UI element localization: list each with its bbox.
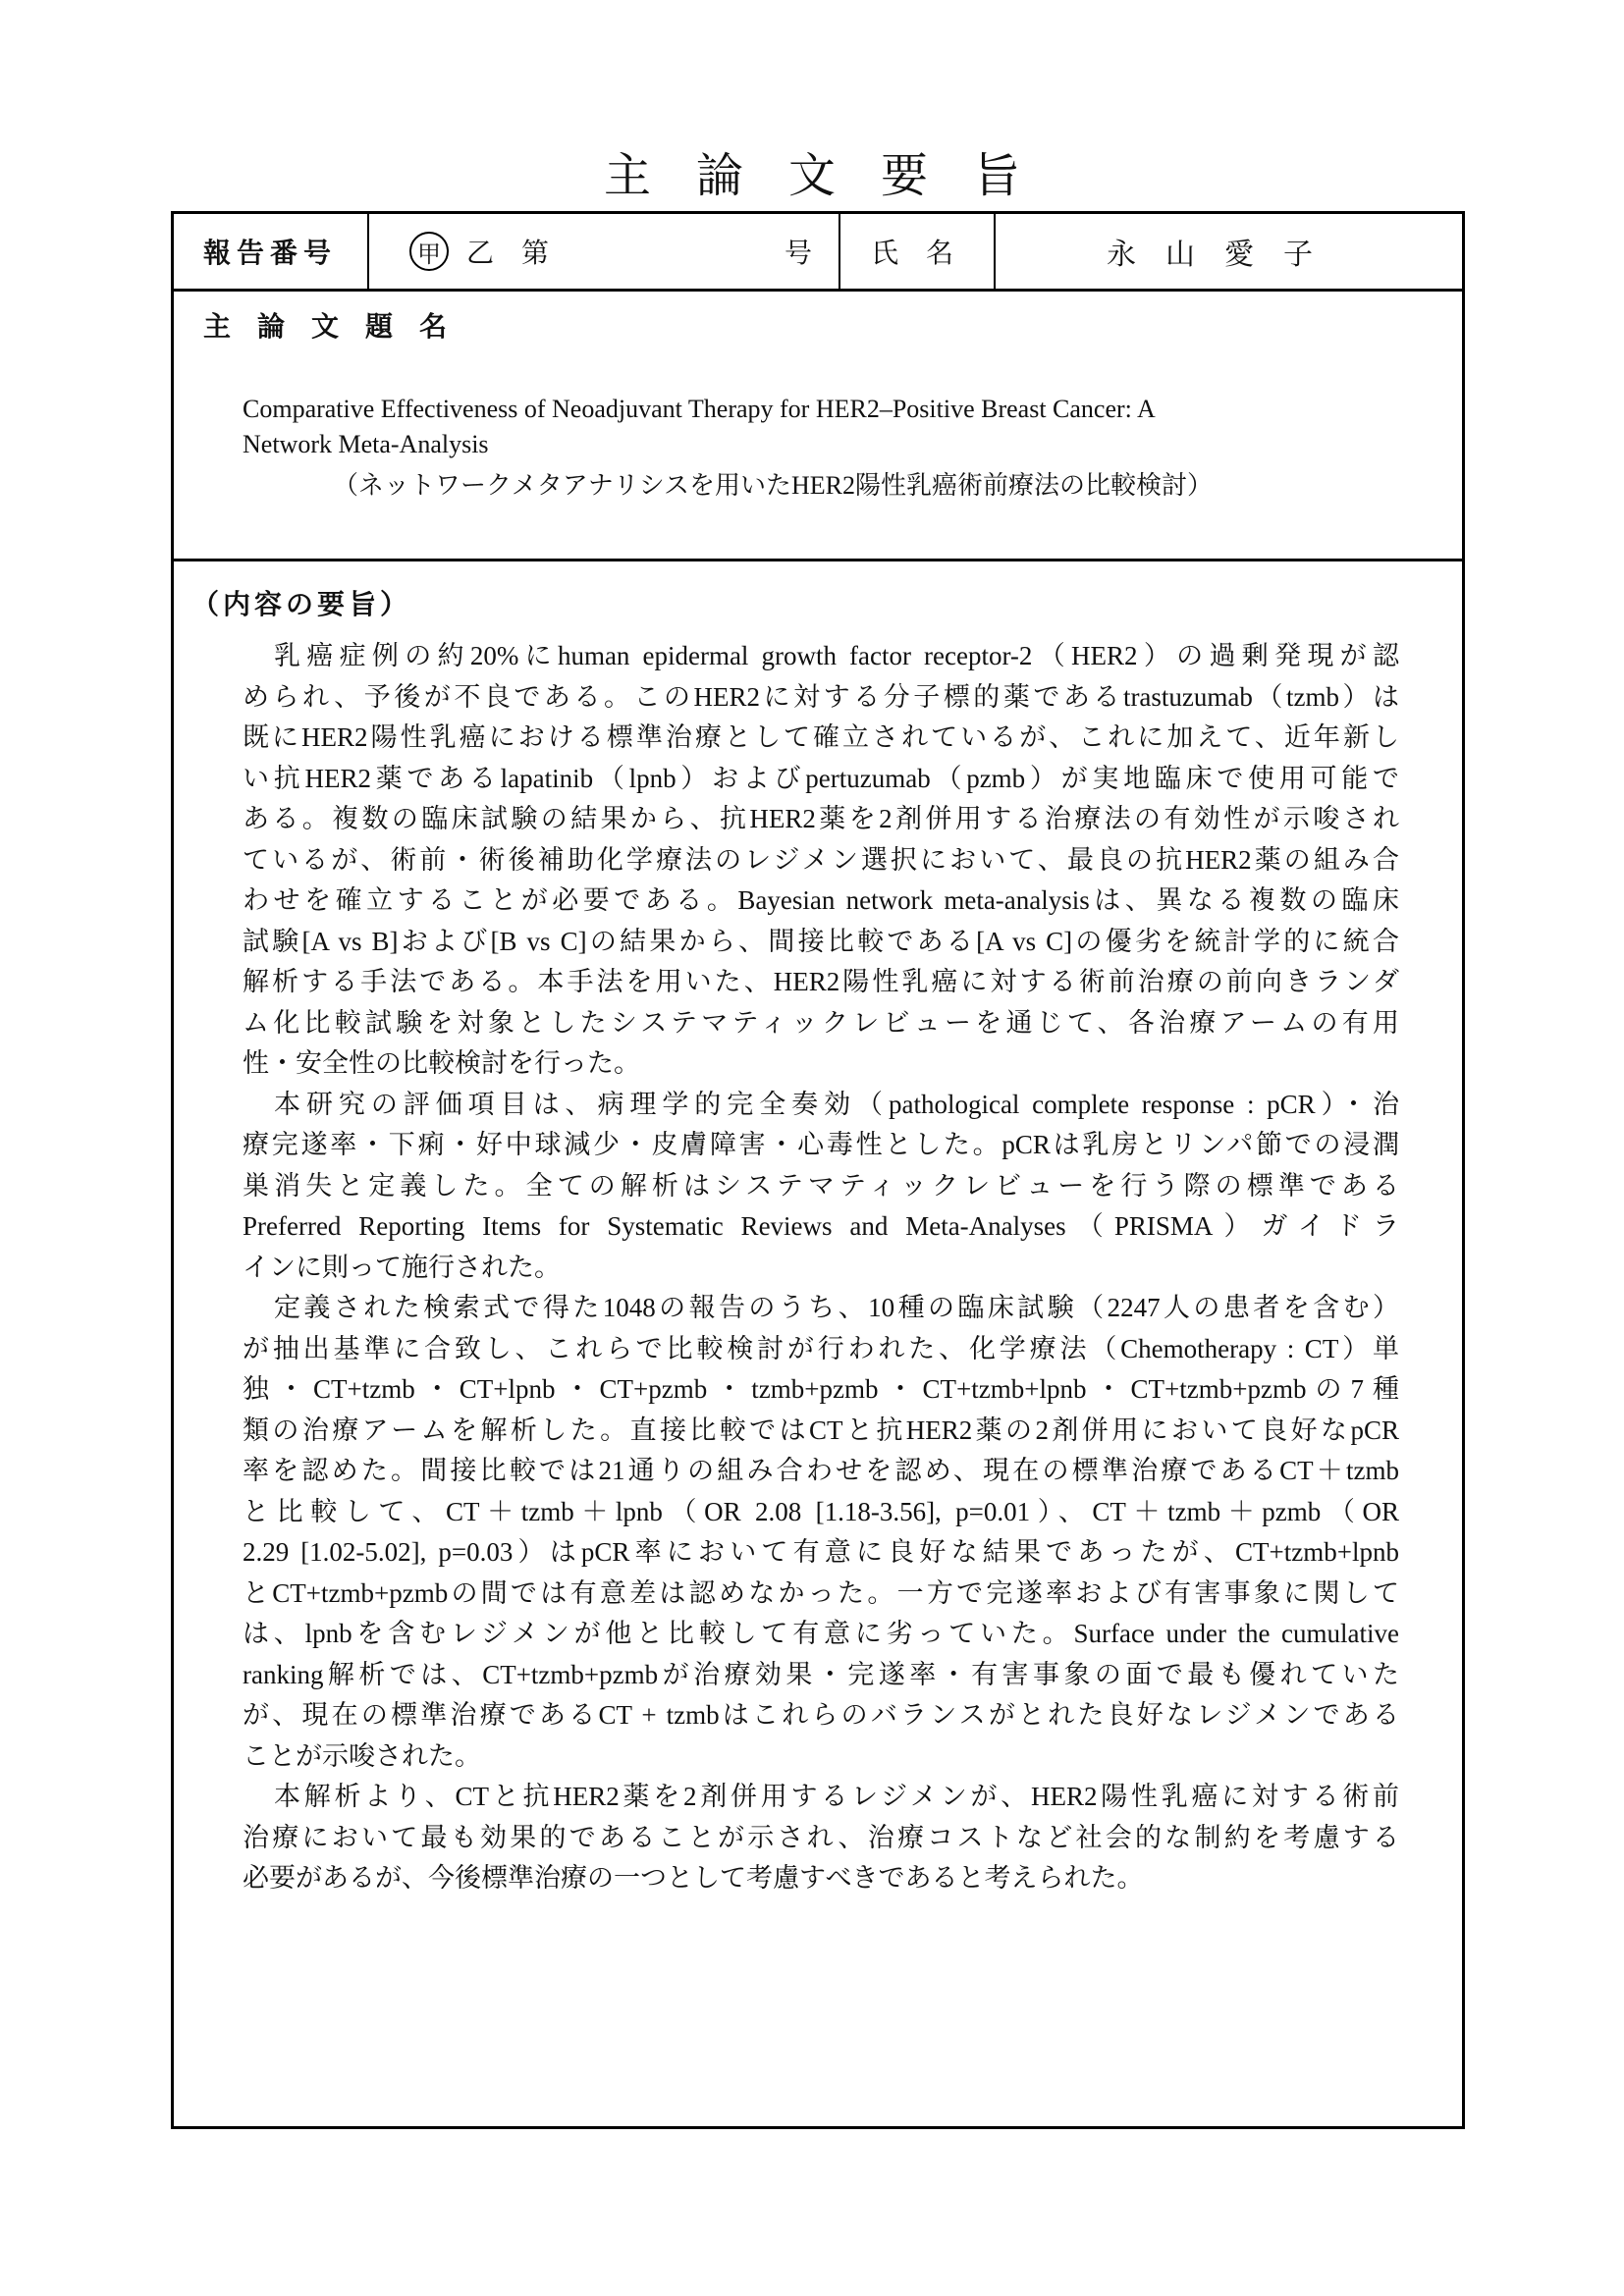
paragraph-line: が抽出基準に合致し、これらで比較検討が行われた、化学療法（Chemotherapy : CT）単 bbox=[243, 1333, 1399, 1363]
title-line: Comparative Effectiveness of Neoadjuvant Therapy for HER2–Positive Breast Cancer: A bbox=[243, 395, 1156, 423]
otsu-dai-label: 乙 第 bbox=[466, 239, 550, 269]
header-row bbox=[174, 214, 1462, 292]
paragraph-line: 類の治療アームを解析した。直接比較ではCTと抗HER2薬の2剤併用において良好なpCR bbox=[243, 1415, 1399, 1445]
summary-label: （内容の要旨） bbox=[191, 590, 412, 620]
paragraph-line: 定義された検索式で得た1048の報告のうち、10種の臨床試験（2247人の患者を含む） bbox=[274, 1293, 1399, 1322]
paragraph-line: ある。複数の臨床試験の結果から、抗HER2薬を2剤併用する治療法の有効性が示唆され bbox=[243, 804, 1399, 833]
paragraph-line: 乳癌症例の約20%にhuman epidermal growth factor receptor-2（HER2）の過剰発現が認 bbox=[274, 641, 1399, 670]
kou-circled: 甲 bbox=[409, 232, 449, 271]
name-value: 永 山 愛 子 bbox=[1107, 239, 1313, 271]
summary-form bbox=[171, 211, 1465, 2129]
name-label: 氏 名 bbox=[871, 239, 954, 269]
paragraph-line: ranking解析では、CT+tzmb+pzmbが治療効果・完遂率・有害事象の面で最も優れていた bbox=[243, 1659, 1399, 1689]
thesis-title-en bbox=[243, 392, 1431, 462]
paragraph-line: 率を認めた。間接比較では21通りの組み合わせを認め、現在の標準治療であるCT＋tzmb bbox=[243, 1456, 1399, 1485]
summary-body bbox=[243, 636, 1399, 1899]
paragraph-line: とCT+tzmb+pzmbの間では有意差は認めなかった。一方で完遂率および有害事象に関して bbox=[243, 1577, 1399, 1608]
paragraph-line: 既にHER2陽性乳癌における標準治療として確立されているが、これに加えて、近年新し bbox=[243, 722, 1399, 752]
paragraph-line: ことが示唆された。 bbox=[243, 1740, 481, 1771]
paragraph-line: ム化比較試験を対象としたシステマティックレビューを通じて、各治療アームの有用 bbox=[243, 1007, 1399, 1038]
paragraph-line: 解析する手法である。本手法を用いた、HER2陽性乳癌に対する術前治療の前向きランダ bbox=[243, 967, 1399, 996]
report-number-field bbox=[409, 214, 549, 289]
paragraph-line: 試験[A vs B]および[B vs C]の結果から、間接比較である[A vs C]の優劣を統計学的に統合 bbox=[243, 926, 1399, 956]
paragraph-line: が、現在の標準治療であるCT + tzmbはこれらのバランスがとれた良好なレジメンである bbox=[243, 1700, 1399, 1730]
paragraph-line: 2.29 [1.02-5.02], p=0.03）はpCR率において有意に良好な結果であったが、CT+tzmb+lpnb bbox=[243, 1537, 1399, 1567]
paragraph-line: 性・安全性の比較検討を行った。 bbox=[243, 1048, 640, 1078]
gou-label: 号 bbox=[785, 239, 813, 269]
paragraph-line: わせを確立することが必要である。Bayesian network meta-analysisは、異なる複数の臨床 bbox=[243, 885, 1399, 915]
thesis-title-section bbox=[174, 292, 1462, 561]
thesis-title-label: 主 論 文 題 名 bbox=[203, 312, 458, 343]
paragraph-line: Preferred Reporting Items for Systematic Reviews and Meta-Analyses（PRISMA）ガイドラ bbox=[243, 1211, 1399, 1241]
paragraph-line: 独・CT+tzmb・CT+lpnb・CT+pzmb・tzmb+pzmb・CT+tzmb+lpnb・CT+tzmb+pzmbの7種 bbox=[243, 1374, 1399, 1404]
paragraph-line: 治療において最も効果的であることが示され、治療コストなど社会的な制約を考慮する bbox=[243, 1822, 1399, 1852]
report-number-label: 報告番号 bbox=[203, 239, 338, 269]
divider bbox=[839, 214, 840, 289]
divider bbox=[994, 214, 996, 289]
paragraph-line: 療完遂率・下痢・好中球減少・皮膚障害・心毒性とした。pCRは乳房とリンパ節での浸潤 bbox=[243, 1130, 1399, 1159]
paragraph-line: は、lpnbを含むレジメンが他と比較して有意に劣っていた。Surface under the cumulative bbox=[243, 1619, 1399, 1648]
paragraph-line: ているが、術前・術後補助化学療法のレジメン選択において、最良の抗HER2薬の組み合 bbox=[243, 844, 1399, 875]
paragraph-line: い抗HER2薬であるlapatinib（lpnb）およびpertuzumab（pzmb）が実地臨床で使用可能で bbox=[243, 763, 1399, 793]
title-line: Network Meta-Analysis bbox=[243, 430, 489, 458]
paragraph-line: 本解析より、CTと抗HER2薬を2剤併用するレジメンが、HER2陽性乳癌に対する術前 bbox=[274, 1782, 1399, 1811]
paragraph-line: 必要があるが、今後標準治療の一つとして考慮すべきであると考えられた。 bbox=[243, 1863, 1144, 1893]
thesis-title-jp: （ネットワークメタアナリシスを用いたHER2陽性乳癌術前療法の比較検討） bbox=[333, 471, 1213, 500]
paragraph-line: と比較して、CT＋tzmb＋lpnb（OR 2.08 [1.18-3.56], p=0.01）、CT＋tzmb＋pzmb（OR bbox=[243, 1496, 1399, 1526]
paragraph-line: 本研究の評価項目は、病理学的完全奏効（pathological complete response : pCR）・治 bbox=[274, 1089, 1399, 1119]
divider bbox=[367, 214, 369, 289]
paragraph-line: められ、予後が不良である。このHER2に対する分子標的薬であるtrastuzumab（tzmb）は bbox=[243, 681, 1399, 712]
paragraph-line: 巣消失と定義した。全ての解析はシステマティックレビューを行う際の標準である bbox=[243, 1170, 1399, 1201]
paragraph-line: インに則って施行された。 bbox=[243, 1252, 561, 1282]
document-title: 主論文要旨 bbox=[603, 150, 1065, 202]
